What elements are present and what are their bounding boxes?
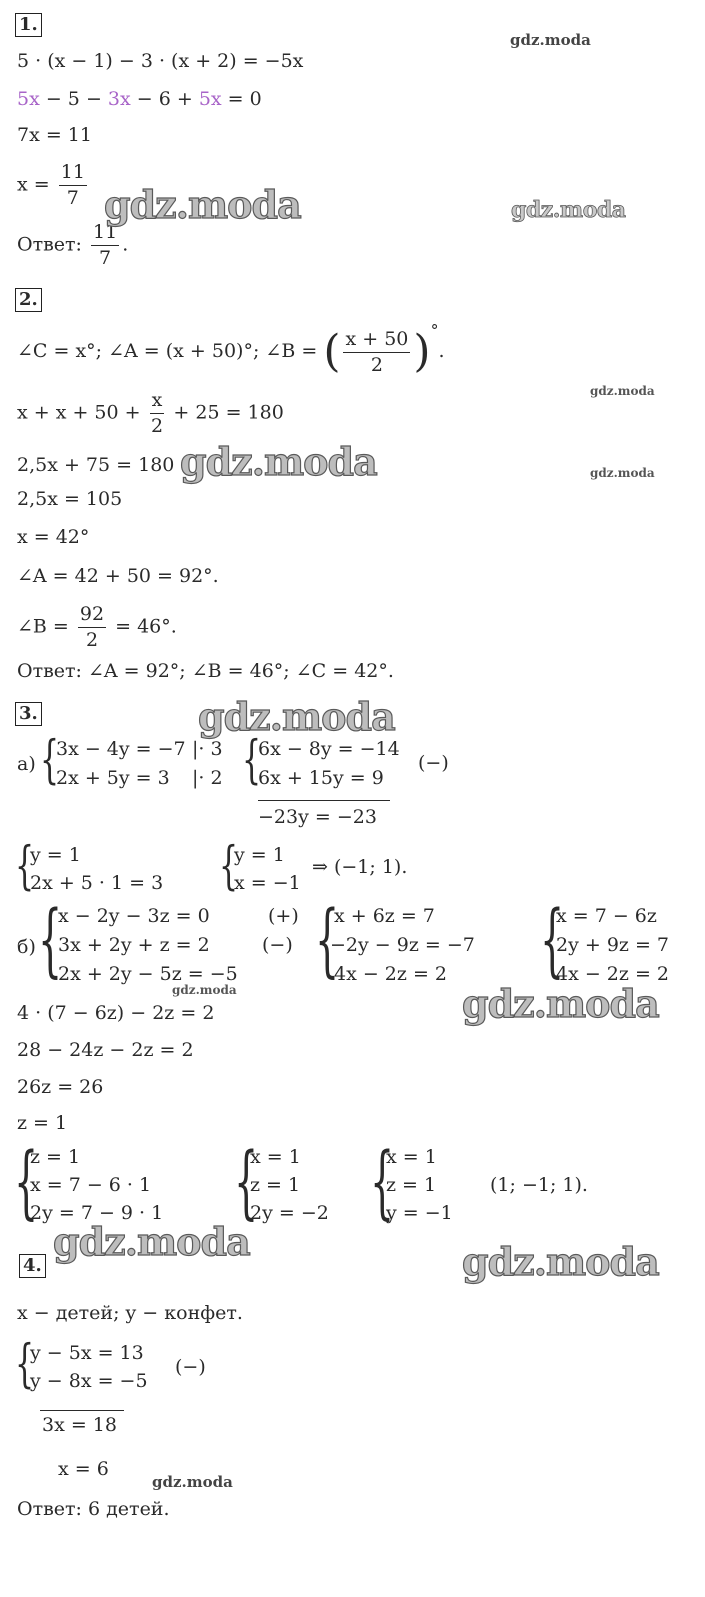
watermark: gdz.moda: [198, 694, 395, 739]
p3a-sys4-eq2: x = −1: [234, 872, 301, 894]
problem-number-1: 1.: [15, 13, 42, 37]
p3a-sys2-eq1: 6x − 8y = −14: [258, 738, 400, 760]
degree-sign: °: [430, 320, 439, 340]
p2-angles-line: [17, 320, 445, 377]
p1-text: = 0: [221, 88, 262, 110]
p4-variables: x − детей; y − конфет.: [17, 1302, 243, 1324]
p2-sum-text-end: + 25 = 180: [173, 401, 284, 424]
p3-part-b-label: б): [17, 936, 36, 958]
p1-solution-line: [17, 162, 90, 209]
watermark: gdz.moda: [510, 31, 591, 49]
p2-answer: Ответ: ∠A = 92°; ∠B = 46°; ∠C = 42°.: [17, 660, 394, 682]
fraction-numerator: 92: [78, 604, 106, 628]
problem-number-2: 2.: [15, 288, 42, 312]
fraction-denominator: 2: [85, 628, 99, 651]
p4-sys-eq1: y − 5x = 13: [30, 1342, 144, 1364]
system-brace: {: [540, 893, 565, 987]
answer-label: Ответ:: [17, 233, 82, 256]
problem-number-4: 4.: [19, 1254, 46, 1278]
p1-answer: [17, 222, 128, 269]
system-brace: {: [315, 893, 340, 987]
p3b-sys2-eq2: −2y − 9z = −7: [330, 934, 475, 956]
p3b-sys1-eq2: 3x + 2y + z = 2: [58, 934, 210, 956]
system-brace: {: [40, 730, 60, 791]
p2-line-6: ∠A = 42 + 50 = 92°.: [17, 565, 219, 587]
watermark: gdz.moda: [172, 983, 237, 997]
p3a-subtract-op: (−): [418, 752, 449, 774]
answer-end: .: [122, 233, 129, 256]
watermark: gdz.moda: [462, 1239, 659, 1284]
p3a-result: ⇒ (−1; 1).: [312, 856, 408, 878]
p3b-f1-eq1: z = 1: [30, 1146, 81, 1168]
system-brace: {: [234, 1135, 259, 1229]
p2-sum-text: x + x + 50 +: [17, 401, 141, 424]
p2-b-rhs: = 46°.: [115, 615, 177, 638]
p3a-sys1-eq2: 2x + 5y = 3: [56, 767, 170, 789]
p4-sys-eq2: y − 8x = −5: [30, 1370, 148, 1392]
watermark: gdz.moda: [104, 182, 301, 227]
p2-sum-line: [17, 390, 284, 437]
fraction-denominator: 2: [150, 414, 164, 437]
watermark: gdz.moda: [53, 1219, 250, 1264]
p3a-sys3-eq1: y = 1: [30, 844, 81, 866]
fraction-numerator: 11: [91, 222, 119, 246]
p3a-sys1-mult1: |· 3: [192, 738, 223, 760]
right-paren: ): [413, 326, 431, 377]
watermark: gdz.moda: [152, 1473, 233, 1491]
p3-part-a-label: а): [17, 753, 36, 775]
p1-simplified-line: 7x = 11: [17, 124, 92, 146]
subtraction-line: [40, 1410, 124, 1411]
p3b-line-3: 26z = 26: [17, 1076, 104, 1098]
watermark: gdz.moda: [462, 981, 659, 1026]
p3b-op-plus: (+): [268, 905, 299, 927]
p1-equation-line: 5 · (x − 1) − 3 · (x + 2) = −5x: [17, 50, 304, 72]
p3b-sys3-eq2: 2y + 9z = 7: [556, 934, 670, 956]
system-brace: {: [15, 836, 35, 897]
p3b-f2-eq3: 2y = −2: [250, 1202, 329, 1224]
fraction-denominator: 7: [66, 186, 79, 209]
p4-answer: Ответ: 6 детей.: [17, 1498, 170, 1520]
system-brace: {: [38, 893, 63, 987]
watermark: gdz.moda: [590, 466, 655, 480]
p3b-sys1-eq1: x − 2y − 3z = 0: [58, 905, 210, 927]
system-brace: {: [14, 1135, 39, 1229]
p4-solution: x = 6: [58, 1458, 109, 1480]
system-brace: {: [242, 730, 262, 791]
p3b-f3-eq3: y = −1: [386, 1202, 453, 1224]
p2-line-5: x = 42°: [17, 526, 90, 548]
p4-difference: 3x = 18: [42, 1414, 117, 1436]
p3a-sys1-mult2: |· 2: [192, 767, 223, 789]
p1-expanded-line: [17, 90, 262, 109]
p2-end: .: [438, 340, 445, 363]
watermark: gdz.moda: [511, 197, 626, 223]
p3a-sys2-eq2: 6x + 15y = 9: [258, 767, 384, 789]
system-brace: {: [15, 1334, 35, 1395]
p2-line-3: 2,5x + 75 = 180: [17, 454, 175, 476]
p3b-f1-eq2: x = 7 − 6 · 1: [30, 1174, 152, 1196]
fraction-numerator: 11: [59, 162, 87, 186]
p2-angle-b-fraction: [343, 329, 410, 376]
p2-line-7: [17, 604, 177, 651]
p3b-f2-eq2: z = 1: [250, 1174, 301, 1196]
fraction-numerator: x + 50: [343, 329, 410, 353]
p3b-sys2-eq1: x + 6z = 7: [334, 905, 435, 927]
p3b-f1-eq3: 2y = 7 − 9 · 1: [30, 1202, 164, 1224]
p1-answer-fraction: [91, 222, 119, 269]
system-brace: {: [370, 1135, 395, 1229]
left-paren: (: [323, 326, 341, 377]
p3b-line-2: 28 − 24z − 2z = 2: [17, 1039, 194, 1061]
p2-angles-text: ∠C = x°; ∠A = (x + 50)°; ∠B =: [17, 340, 318, 363]
system-brace: {: [219, 836, 239, 897]
p3b-line-4: z = 1: [17, 1112, 68, 1134]
p3b-sys1-eq3: 2x + 2y − 5z = −5: [58, 963, 238, 985]
p3b-result: (1; −1; 1).: [490, 1174, 588, 1196]
p3b-f3-eq1: x = 1: [386, 1146, 437, 1168]
p2-line-4: 2,5x = 105: [17, 488, 123, 510]
p2-b-lhs: ∠B =: [17, 615, 69, 638]
p1-term: 3x: [107, 88, 131, 110]
p3b-line-1: 4 · (7 − 6z) − 2z = 2: [17, 1002, 215, 1024]
p3b-sys2-eq3: 4x − 2z = 2: [334, 963, 447, 985]
p3b-f3-eq2: z = 1: [386, 1174, 437, 1196]
subtraction-line: [258, 800, 390, 801]
p3a-sys3-eq2: 2x + 5 · 1 = 3: [30, 872, 164, 894]
watermark: gdz.moda: [180, 439, 377, 484]
p3a-difference: −23y = −23: [258, 806, 377, 828]
p3b-sys3-eq1: x = 7 − 6z: [556, 905, 657, 927]
p2-b-fraction: [78, 604, 106, 651]
p3a-sys4-eq1: y = 1: [234, 844, 285, 866]
p1-fraction: [59, 162, 87, 209]
fraction-denominator: 2: [370, 353, 383, 376]
p2-half-fraction: [150, 390, 165, 437]
p1-term: 5x: [17, 88, 40, 110]
p1-lhs: x =: [17, 173, 50, 196]
p3b-op-minus: (−): [262, 934, 293, 956]
watermark: gdz.moda: [590, 384, 655, 398]
p1-text: − 6 +: [130, 88, 199, 110]
p4-subtract-op: (−): [175, 1356, 206, 1378]
fraction-denominator: 7: [99, 246, 112, 269]
fraction-numerator: x: [150, 390, 165, 414]
p3b-sys3-eq3: 4x − 2z = 2: [556, 963, 669, 985]
p1-text: − 5 −: [39, 88, 108, 110]
p3a-sys1-eq1: 3x − 4y = −7: [56, 738, 186, 760]
p1-term: 5x: [198, 88, 222, 110]
p3b-f2-eq1: x = 1: [250, 1146, 301, 1168]
problem-number-3: 3.: [15, 702, 42, 726]
